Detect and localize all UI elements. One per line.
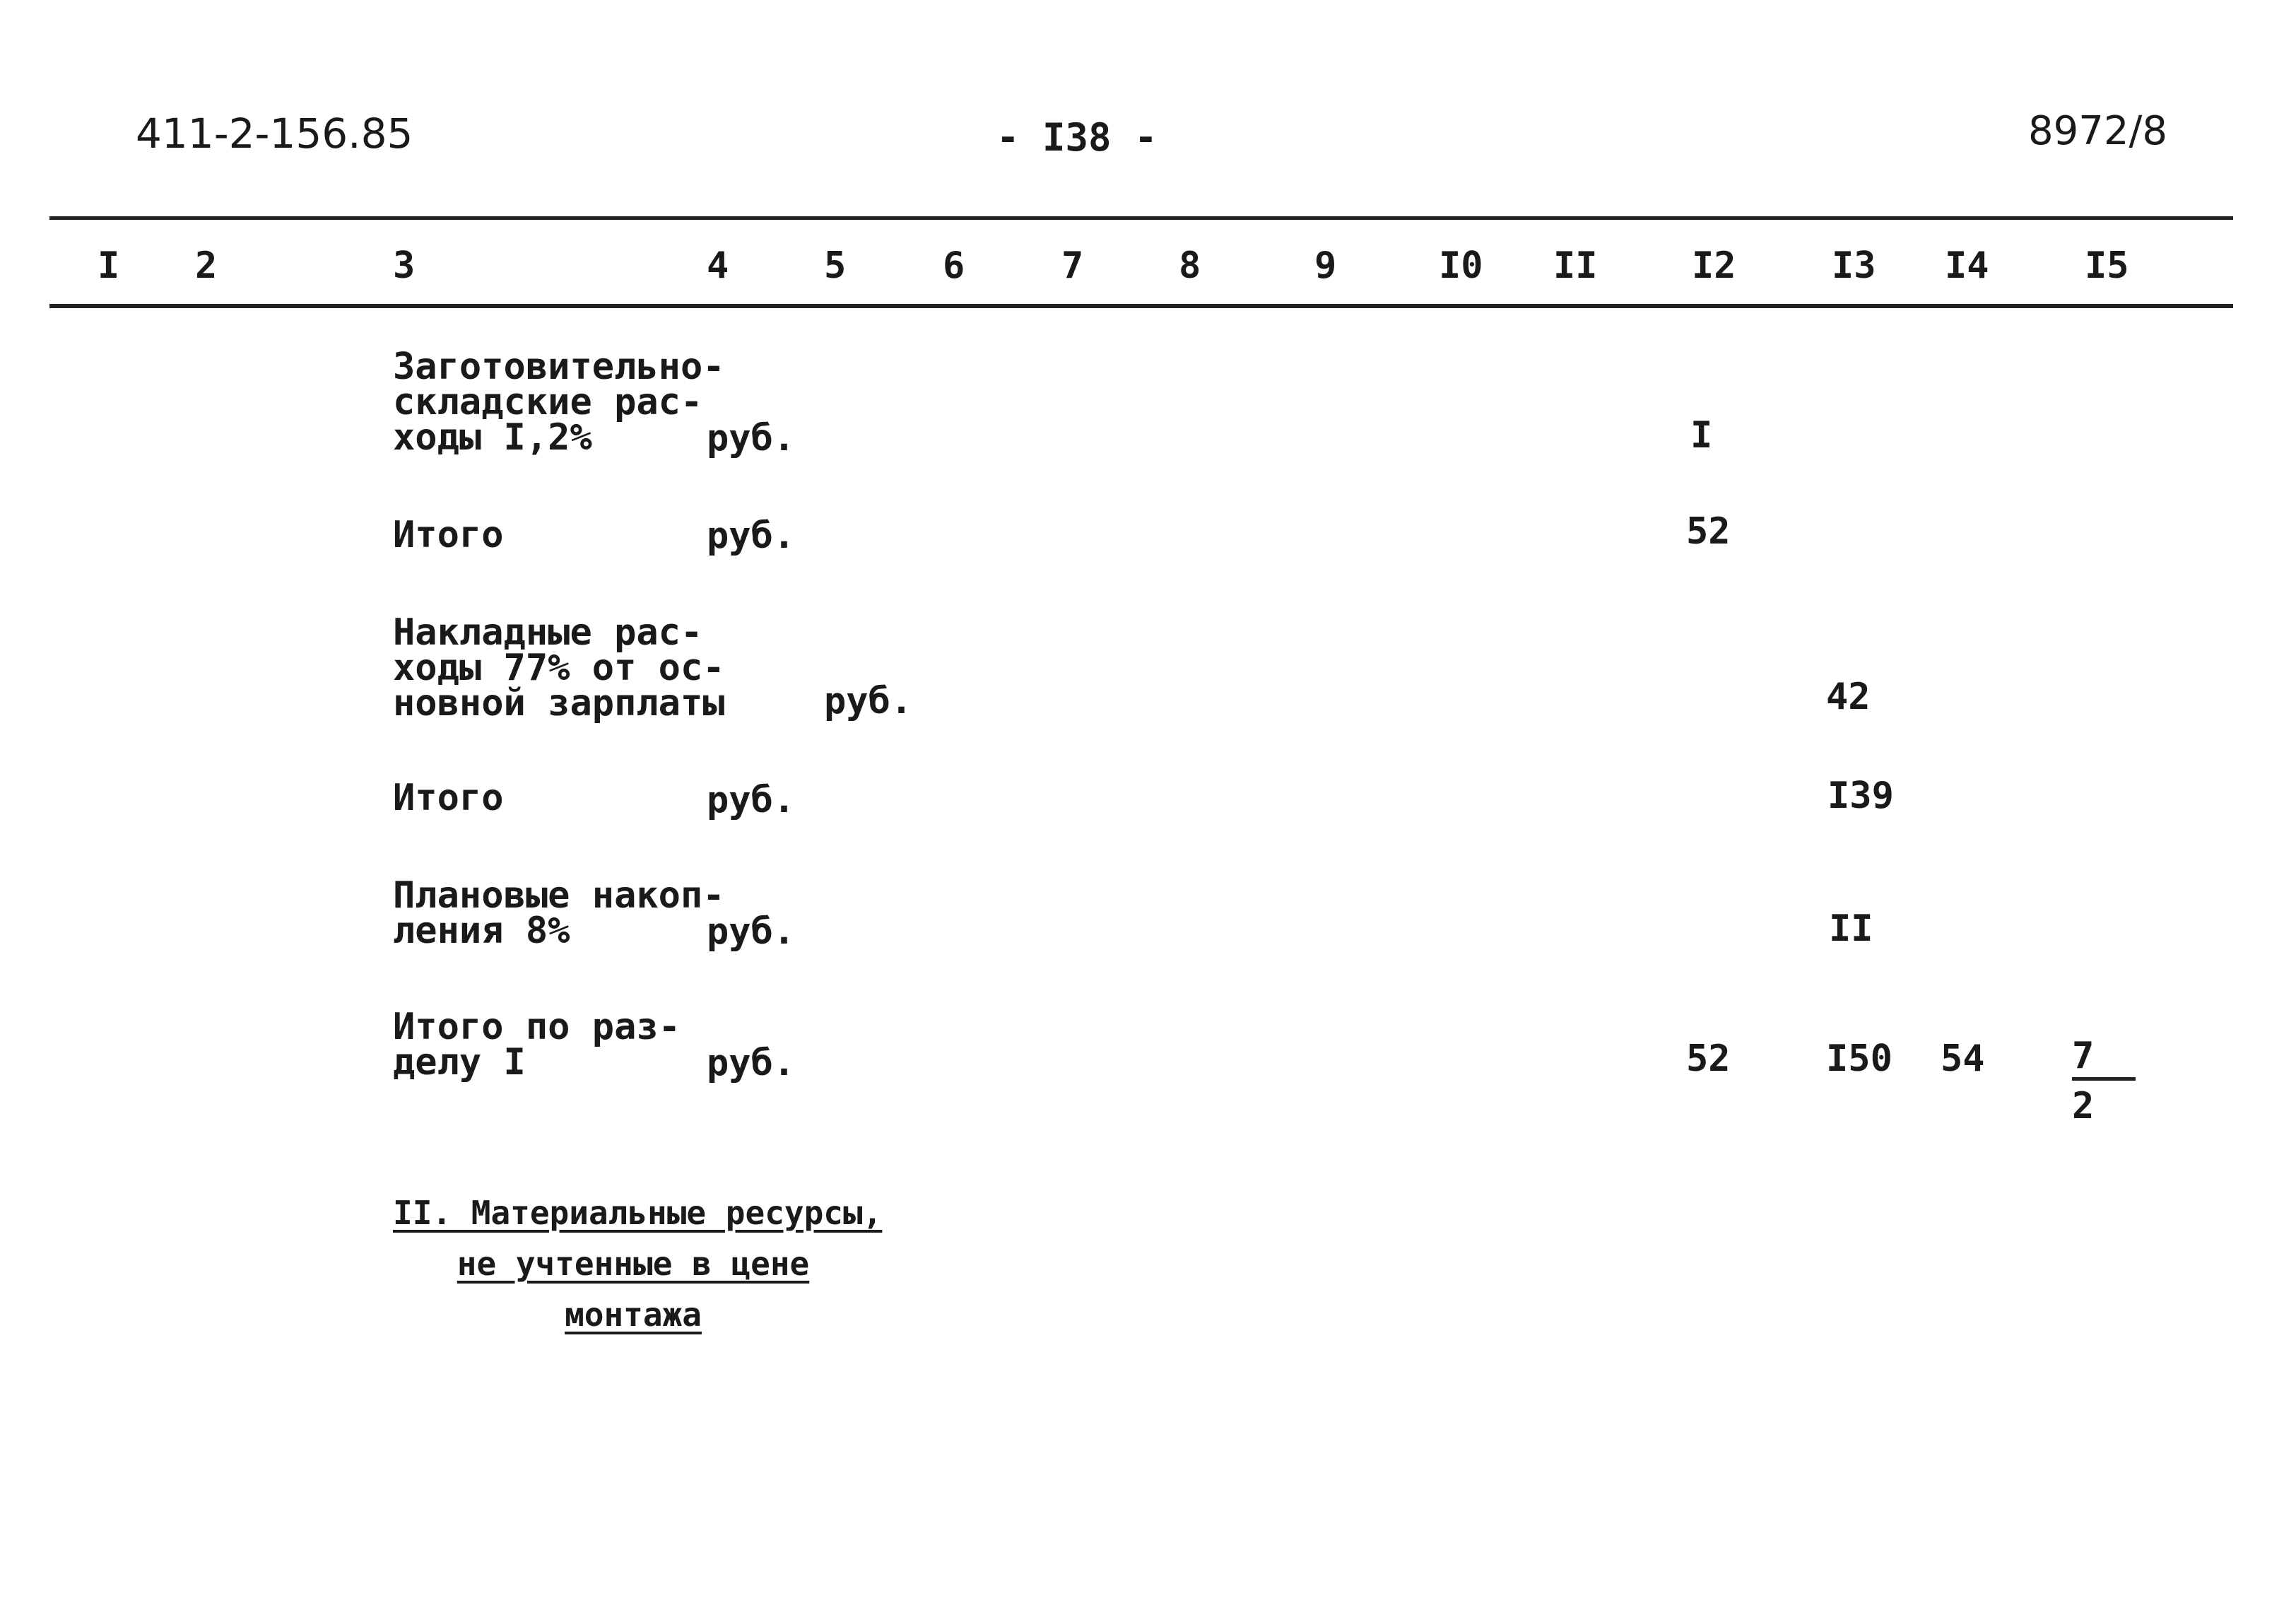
column-header: I4 [1945, 245, 1989, 287]
fraction-denominator: 2 [2072, 1085, 2095, 1127]
unit-cell: руб. [707, 515, 796, 557]
description-line: складские рас- [393, 381, 703, 423]
fraction-bar [2072, 1077, 2136, 1081]
fraction-numerator: 7 [2072, 1035, 2095, 1077]
description-line: ходы 77% от ос- [393, 647, 725, 689]
cell-col13: 42 [1826, 676, 1871, 718]
cell-col12: I [1690, 414, 1713, 457]
cell-col13: I39 [1827, 775, 1894, 817]
cell-col13: I50 [1826, 1038, 1892, 1080]
description-line: Заготовительно- [393, 346, 725, 388]
column-header: 2 [195, 245, 218, 287]
unit-cell: руб. [707, 1042, 796, 1084]
column-header: I5 [2085, 245, 2129, 287]
table-top-rule [49, 216, 2233, 220]
cell-col13: II [1829, 908, 1873, 950]
table-row-description [393, 874, 725, 952]
column-header: 5 [824, 245, 847, 287]
table-row-description [393, 611, 725, 724]
unit-cell: руб. [707, 417, 796, 459]
description-line: Накладные рас- [393, 611, 703, 654]
column-header: 7 [1061, 245, 1084, 287]
table-row-description [393, 777, 504, 819]
description-line: Итого [393, 777, 504, 819]
column-header: 3 [393, 245, 416, 287]
description-line: ления 8% [393, 910, 570, 952]
table-row-description [393, 514, 504, 556]
column-header: 6 [943, 245, 965, 287]
table-row-description [393, 346, 725, 459]
description-line: Плановые накоп- [393, 874, 725, 917]
description-line: Итого по раз- [393, 1006, 681, 1048]
description-line: Итого [393, 514, 504, 556]
section-heading [393, 1187, 883, 1340]
section-heading-line: монтажа [565, 1296, 702, 1334]
section-heading-line: не учтенные в цене [457, 1245, 810, 1283]
column-header: I [98, 245, 120, 287]
column-header: 8 [1179, 245, 1201, 287]
unit-cell: руб. [707, 779, 796, 821]
page-number: - I38 - [996, 115, 1158, 160]
document-code: 411-2-156.85 [136, 110, 413, 158]
description-line: новной зарплаты [393, 682, 725, 724]
section-heading-line: II. Материальные ресурсы, [393, 1194, 883, 1232]
cell-col15-fraction [2072, 1035, 2136, 1127]
table-row-description [393, 1006, 681, 1084]
cell-col12: 52 [1686, 510, 1731, 553]
column-header: II [1553, 245, 1598, 287]
column-header: 4 [707, 245, 729, 287]
sheet-number: 8972/8 [2028, 108, 2168, 154]
description-line: делу I [393, 1041, 526, 1084]
description-line: ходы I,2% [393, 416, 592, 459]
cell-col14: 54 [1941, 1038, 1985, 1080]
table-header-bottom-rule [49, 304, 2233, 308]
unit-cell: руб. [824, 680, 913, 722]
column-header: I3 [1832, 245, 1876, 287]
unit-cell: руб. [707, 910, 796, 953]
column-header: I2 [1692, 245, 1736, 287]
cell-col12: 52 [1686, 1038, 1731, 1080]
column-header: 9 [1314, 245, 1337, 287]
column-header: I0 [1439, 245, 1483, 287]
